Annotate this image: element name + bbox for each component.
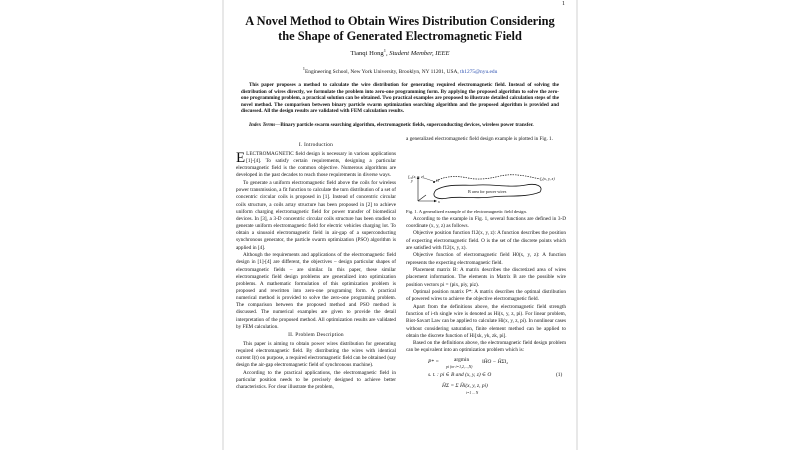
figure-label-area: B area for power wires	[468, 189, 507, 195]
axis-z	[418, 195, 426, 201]
intro-paragraph-1-text: LECTROMAGNETIC field design is necessary in various applications [1]-[4]. To satisfy certain requirements, designing a particular electromagnetic field is the common objective. Numerous algorithms are developed in the past decades to reach those requirements in diverse ways.	[236, 151, 396, 179]
equation-sum: H̄Σ = Σ H̄i(x, y, z, pi)	[442, 383, 488, 390]
page-right-edge	[576, 0, 578, 450]
figure-label-x: x	[438, 199, 440, 205]
section-heading-introduction: I. Introduction	[298, 142, 334, 148]
index-terms-dash: —	[275, 122, 281, 128]
affil-sup: 1	[302, 66, 305, 71]
right-paragraph-3: Objective function of electromagnetic field H0(x, y, z): A function represents the expecting electromagnetic field.	[406, 252, 566, 266]
equation-norm: ‖H̄O − H̄Σ‖₂	[482, 359, 509, 366]
right-paragraph-2: Objective position function f12(x, y, z): A function describes the position of expecting electromagnetic field. O is the set of the discrete points which are satisfied with f12(x, y, z).	[406, 230, 566, 251]
abstract-text: This paper proposes a method to calculate the wire distribution for generating required electromagnetic field. Instead of solving the distribution of wires directly, we formulate the problem into zero-one programming form. By applying the proposed algorithm to solve the zero-one programming problem, a practical solution can be obtained. Two practical examples are proposed to illustrate detailed calculation steps of the novel method. The comparison between binary particle swarm optimization searching algorithm and the proposed algorithm is provided and discussed. All the design results are validated with FEM calculation results.	[241, 82, 559, 114]
author-role: , Student Member, IEEE	[385, 50, 450, 58]
figure-1-caption: Fig. 1. A generalized example of the electromagnetic field design.	[406, 209, 527, 215]
abstract	[241, 82, 559, 115]
figure-label-f2: f₂(x, y, z)	[540, 176, 555, 182]
equation-argmin: argmin	[454, 357, 470, 364]
axis-x-arrow	[434, 200, 437, 202]
origin-marker	[433, 181, 435, 183]
left-column	[236, 141, 396, 392]
author-name: Tianqi Hong	[350, 50, 384, 58]
equation-argmin-sub: pi (or i=1,2,...,N)	[446, 365, 473, 370]
equation-constraint: s. t. : pi ∈ B and (x, y, z) ∈ O	[428, 372, 492, 379]
figure-label-y: y	[411, 178, 413, 184]
equation-1	[406, 355, 566, 407]
right-paragraph-4: Placement matrix B: A matrix describes the discretized area of wires placement information. The elements in Matrix B are the possible wire position vectors pi = (pix, piy, piz).	[406, 267, 566, 288]
paper-title: A Novel Method to Obtain Wires Distribution Considering the Shape of Generated Electromagnetic Field	[245, 14, 555, 43]
right-paragraph-7: Based on the definitions above, the electromagnetic field design problem can be equivalent into an optimization problem which is:	[406, 340, 566, 354]
equation-number: (1)	[556, 372, 563, 379]
page-number: 1	[562, 1, 565, 7]
index-terms	[241, 122, 559, 129]
figure-1	[406, 145, 566, 207]
figure-label-o: O	[436, 178, 440, 184]
right-paragraph-6: Apart from the definitions above, the electromagnetic field strength function of i-th single wire is denoted as Hi(x, y, z, pi). For linear problem, Biot-Savart Law can be applied to calculate Hi(x, y, z, pi). In nonlinear cases without considering saturation, finite element method can be applied to obtain the discrete function of Hi[xk, yk, zk, pi].	[406, 304, 566, 339]
equation-sum-limits: i=1 ... N	[466, 391, 479, 396]
figure-label-f12: f₁₂(x, y, z)	[408, 174, 425, 180]
section-heading-problem: II. Problem Description	[288, 331, 344, 338]
leader-line	[424, 178, 433, 181]
field-curve-top	[434, 175, 540, 182]
index-terms-label: Index Terms	[249, 122, 276, 128]
problem-paragraph-1: This paper is aiming to obtain power wires distribution for generating required electromagnetic field. By distributing the wires with identical current I(t) on purpose, a required electromagnetic field can be obtained (say design the air-gap electromagnetic field of synchronous machine).	[236, 340, 396, 369]
index-terms-text: Binary particle swarm searching algorithm, electromagnetic fields, superconducting devices, wireless power transfer.	[280, 122, 534, 128]
drop-cap: E	[236, 150, 246, 166]
intro-paragraph-1	[236, 151, 396, 180]
intro-paragraph-2: To generate a uniform electromagnetic field above the coils for wireless power transmission, a fit function to calculate the turn distribution of a set of concentric circular coils is proposed in [1]. Instead of concentric circular coils structure, a coils array structure has been proposed in [2] to achieve uniform charging electromagnetic field for power transfer of biomedical devices. In [3], a 3-D concentric circular coils structure has been studied to generate uniform electromagnetic field for electric vehicles charging lot. To obtain a sinusoid electromagnetic field in air-gap of a superconducting synchronous generator, the particle swarm optimization (PSO) algorithm is applied in [4].	[236, 180, 396, 251]
author-line	[238, 48, 562, 57]
intro-paragraph-3: Although the requirements and applications of the electromagnetic field design in [1]-[4] are different, the objectives – design particular shapes of electromagnetic fields – are similar. In this paper, these similar electromagnetic field design problems are generalized into optimization problems. A mathematic formulation of this optimization problem is proposed and rewritten into zero-one programing form. A practical numerical method is provided to solve the zero-one programing problem. The comparison between the proposed method and PSO method is discussed. The numerical examples are given to provide the detail interpretation of the proposed method. All optimization results are validated by FEM calculation.	[236, 252, 396, 330]
right-paragraph-0: a generalized electromagnetic field design example is plotted in Fig. 1.	[406, 136, 553, 142]
email-link[interactable]: th1275@nyu.edu	[460, 68, 498, 75]
affiliation-text: Engineering School, New York University, Brooklyn, NY 11201, USA,	[304, 68, 461, 75]
right-paragraph-5: Optimal position matrix P*: A matrix describes the optimal distribution of powered wires to achieve the objective electromagnetic field.	[406, 289, 566, 303]
right-column	[406, 136, 566, 407]
problem-paragraph-2: According to the practical applications, the electromagnetic field in particular position needs to be precisely designed to achieve better characteristics. For clear illustrate the problem,	[236, 370, 396, 391]
equation-lhs: P* =	[428, 359, 439, 366]
author-sup: 1	[383, 48, 386, 53]
right-paragraph-1: According to the example in Fig. 1, several functions are defined in 3-D coordinate (x, y, z) as follows.	[406, 215, 566, 229]
paper-page	[224, 0, 576, 450]
affiliation	[238, 66, 562, 75]
